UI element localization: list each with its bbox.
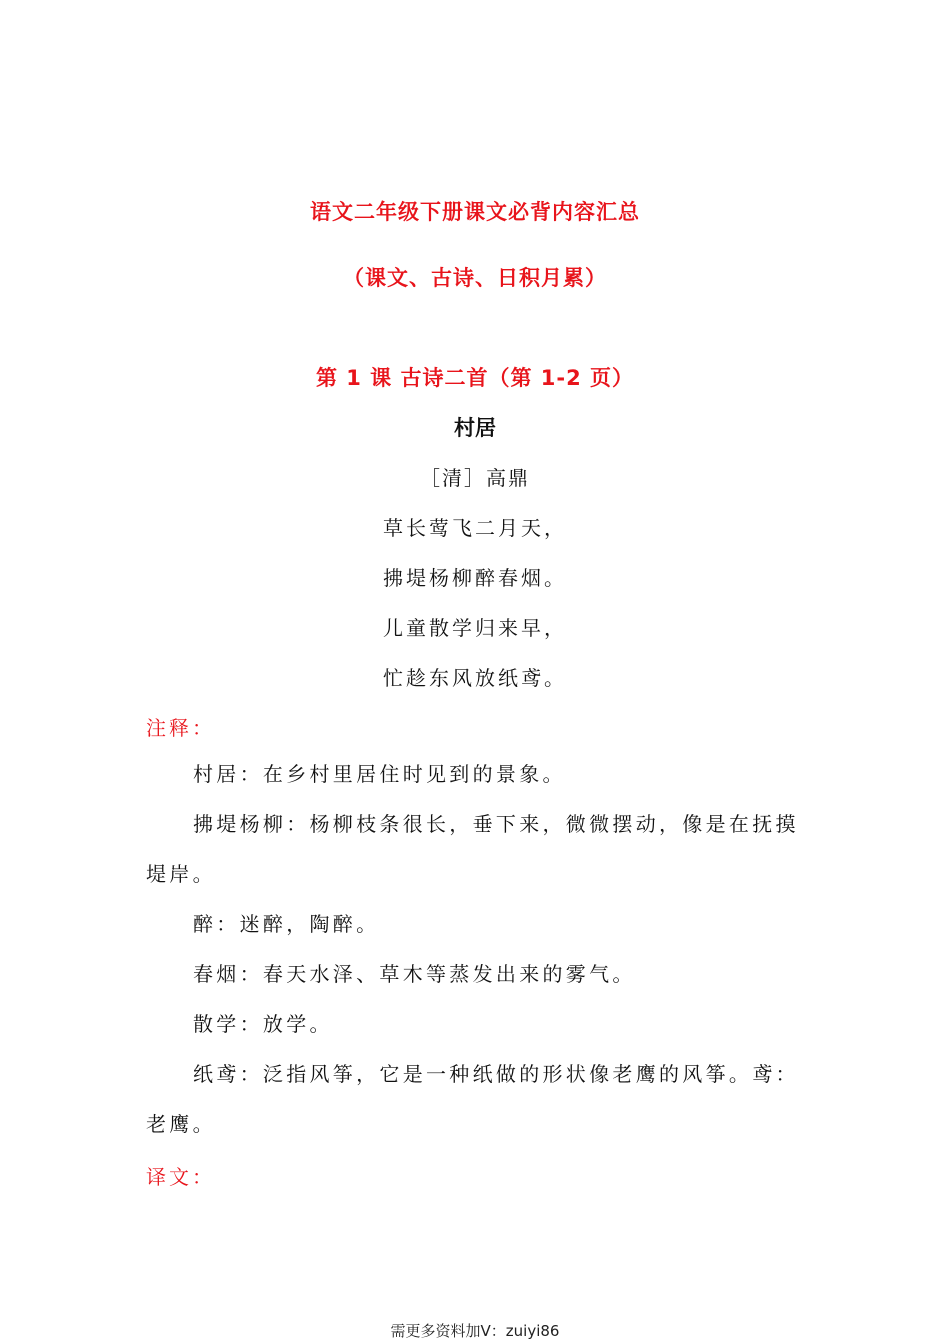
translation-label: 译文： [146,1165,215,1189]
notes-label: 注释： [146,716,215,740]
poem-line: 儿童散学归来早， [383,616,567,640]
poem-line: 拂堤杨柳醉春烟。 [383,566,567,590]
note-item: 醉：迷醉，陶醉。 [193,912,380,936]
poem-line: 草长莺飞二月天， [383,516,567,540]
note-item: 纸鸢：泛指风筝，它是一种纸做的形状像老鹰的风筝。鸢：老鹰。 [146,1062,799,1136]
document-title: 语文二年级下册课文必背内容汇总 [310,200,640,224]
note-item: 散学：放学。 [193,1012,333,1036]
document-subtitle: （课文、古诗、日积月累） [343,266,607,290]
poem-line: 忙趁东风放纸鸢。 [383,666,567,690]
poem-author: ［清］高鼎 [420,466,530,490]
footer-watermark-text: 需更多资料加V：zuiyi86 [390,1322,560,1340]
note-item: 村居：在乡村里居住时见到的景象。 [193,762,566,786]
poem-title: 村居 [454,416,496,440]
lesson-title: 第 1 课 古诗二首（第 1-2 页） [315,366,635,390]
note-item: 拂堤杨柳：杨柳枝条很长，垂下来，微微摆动，像是在抚摸堤岸。 [146,812,799,886]
note-item: 春烟：春天水泽、草木等蒸发出来的雾气。 [193,962,636,986]
